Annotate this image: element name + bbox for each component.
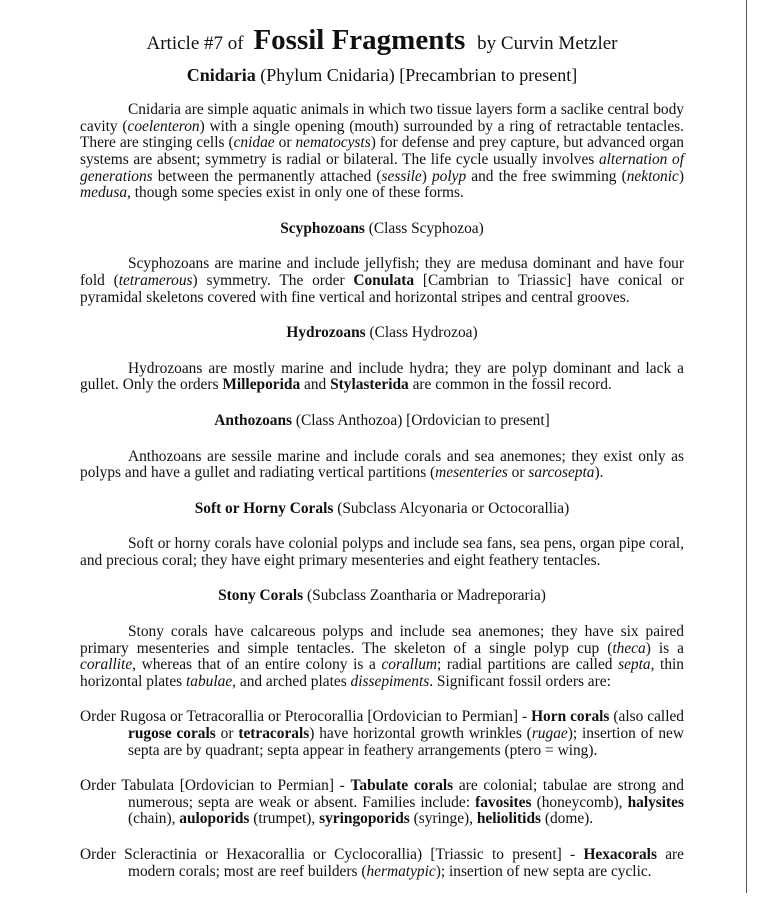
text-run: [Cambrian to Triassic] have conical or pyramidal skeletons covered with fine vertical and horizontal stripes and central grooves. (80, 271, 685, 306)
text-run: ; radial partitions are called (437, 656, 619, 674)
text-run: ) have horizontal growth wrinkles ( (309, 725, 532, 743)
bold-term: tetracorals (238, 725, 310, 743)
text-run: ) with a single opening (mouth) surrounded by a ring of retractable tentacles. There are stinging cells ( (80, 117, 684, 152)
text-run: Soft or horny corals have colonial polyps and include sea fans, sea pens, organ pipe coral, and precious coral; they have eight primary mesenteries and eight feathery tentacles. (80, 535, 684, 569)
heading-rest: (Subclass Zoantharia or Madreporaria) (303, 587, 546, 605)
bold-term: syringoporids (319, 810, 410, 828)
text-run: , though some species exist in only one of these forms. (127, 184, 464, 202)
scyphozoans-heading (80, 221, 684, 238)
text-run: Scyphozoans are marine and include jellyfish; they are medusa dominant and have four fold ( (80, 255, 684, 289)
text-run: between the permanently attached ( (152, 167, 382, 185)
heading-rest: (Class Hydrozoa) (365, 324, 478, 342)
italic-term: rugae (531, 725, 568, 743)
italic-term: medusa (80, 184, 128, 202)
heading-rest: (Class Anthozoa) [Ordovician to present] (292, 411, 550, 429)
text-run: Order Tabulata [Ordovician to Permian] - (80, 777, 351, 795)
text-run: or (274, 134, 296, 152)
bold-term: rugose corals (128, 725, 216, 743)
order-tabulata (80, 778, 684, 828)
text-run: (also called (609, 708, 685, 726)
bold-term: halysites (627, 793, 684, 811)
article-header (80, 24, 684, 56)
bold-term: favosites (475, 793, 532, 811)
page-edge-rule (746, 0, 747, 893)
italic-term: dissepiments (350, 672, 430, 690)
text-run: are common in the fossil record. (408, 376, 612, 394)
italic-term: nematocysts (295, 134, 371, 152)
heading-bold: Hydrozoans (286, 324, 366, 342)
text-run: (honeycomb), (531, 793, 628, 811)
heading-bold: Scyphozoans (280, 219, 365, 237)
text-run: Anthozoans are sessile marine and include corals and sea anemones; they exist only as polyps and have a gullet and radiating vertical partitions ( (80, 447, 684, 482)
bold-term: Tabulate corals (350, 777, 454, 795)
text-run: , whereas that of an entire colony is a (132, 656, 382, 674)
order-rugosa (80, 709, 684, 759)
italic-term: sarcosepta (528, 464, 595, 482)
heading-rest: (Class Scyphozoa) (364, 219, 484, 237)
text-run: are modern corals; most are reef builders ( (128, 846, 685, 880)
text-run: are colonial; tabulae are strong and numerous; septa are weak or absent. Families include: (128, 777, 684, 811)
text-run: Stony corals have calcareous polyps and include sea anemones; they have six paired primary mesenteries and simple tentacles. The skeleton of a single polyp cup ( (80, 623, 684, 657)
article-prefix: Article #7 of (146, 33, 244, 54)
text-run: (syringe), (409, 810, 477, 828)
text-run: and (300, 376, 331, 394)
article-byline: by Curvin Metzler (477, 33, 618, 54)
order-scleractinia (80, 847, 684, 880)
text-run: Order Rugosa or Tetracorallia or Pterocorallia [Ordovician to Permian] - (80, 708, 532, 726)
soft-corals-paragraph (80, 536, 684, 569)
italic-term: sessile (381, 167, 422, 185)
text-run: ); insertion of new septa are cyclic. (435, 862, 652, 880)
text-run: ) (678, 167, 684, 185)
heading-rest: (Subclass Alcyonaria or Octocorallia) (333, 499, 570, 517)
phylum-heading-rest: (Phylum Cnidaria) [Precambrian to present] (255, 64, 578, 85)
article-title: Fossil Fragments (253, 24, 466, 56)
text-run: Order Scleractinia or Hexacorallia or Cyclocorallia) [Triassic to present] - (80, 846, 584, 863)
anthozoans-heading (80, 413, 684, 430)
stony-corals-heading (80, 588, 684, 605)
italic-term: theca (612, 639, 646, 657)
phylum-heading-bold: Cnidaria (186, 64, 256, 85)
text-run: ). (594, 464, 604, 482)
article-page (80, 24, 685, 899)
italic-term: coelenteron (127, 117, 200, 135)
heading-bold: Soft or Horny Corals (194, 499, 334, 517)
bold-term: Stylasterida (330, 376, 409, 394)
italic-term: nektonic (626, 167, 679, 185)
cnidaria-paragraph (80, 102, 684, 202)
italic-term: alternation of generations (80, 150, 684, 185)
bold-term: Hexacorals (583, 846, 657, 863)
bold-term: Horn corals (531, 708, 610, 726)
soft-corals-heading (80, 501, 684, 518)
text-run: or (215, 725, 239, 743)
bold-term: heliolitids (476, 810, 541, 828)
text-run: ) (421, 167, 432, 185)
hydrozoans-heading (80, 325, 684, 342)
italic-term: corallite (80, 656, 133, 674)
scyphozoans-paragraph (80, 256, 684, 306)
text-run: Cnidaria are simple aquatic animals in which two tissue layers form a saclike central body cavity ( (80, 101, 684, 135)
text-run: , thin horizontal plates (80, 656, 685, 690)
text-run: (trumpet), (249, 810, 320, 828)
phylum-heading (80, 64, 684, 85)
bold-term: Milleporida (222, 376, 301, 394)
heading-bold: Stony Corals (218, 587, 304, 605)
italic-term: cnidae (233, 134, 275, 152)
stony-corals-paragraph (80, 624, 684, 690)
italic-term: tetramerous (118, 271, 193, 289)
hydrozoans-paragraph (80, 361, 684, 394)
bold-term: Conulata (353, 271, 415, 289)
text-run: Hydrozoans are mostly marine and include hydra; they are polyp dominant and lack a gullet. Only the orders (80, 359, 684, 394)
text-run: . Significant fossil orders are: (429, 672, 611, 690)
italic-term: mesenteries (435, 464, 508, 482)
anthozoans-paragraph (80, 449, 684, 482)
italic-term: polyp (431, 167, 467, 185)
text-run: ) for defense and prey capture, but advanced organ systems are absent; symmetry is radial or bilateral. The life cycle usually involves (80, 134, 684, 168)
text-run: ) is a (645, 639, 684, 657)
text-run: and the free swimming ( (466, 167, 627, 185)
text-run: or (507, 464, 529, 482)
bold-term: auloporids (179, 810, 250, 828)
italic-term: septa (618, 656, 651, 674)
heading-bold: Anthozoans (214, 411, 293, 429)
text-run: , and arched plates (232, 672, 351, 690)
italic-term: tabulae (186, 672, 233, 690)
italic-term: corallum (381, 656, 438, 674)
italic-term: hermatypic (366, 862, 436, 880)
text-run: (dome). (541, 810, 594, 828)
text-run: ) symmetry. The order (192, 271, 354, 289)
text-run: (chain), (128, 810, 180, 828)
text-run: ); insertion of new septa are by quadrant; septa appear in feathery arrangements (ptero = wing). (128, 725, 685, 759)
